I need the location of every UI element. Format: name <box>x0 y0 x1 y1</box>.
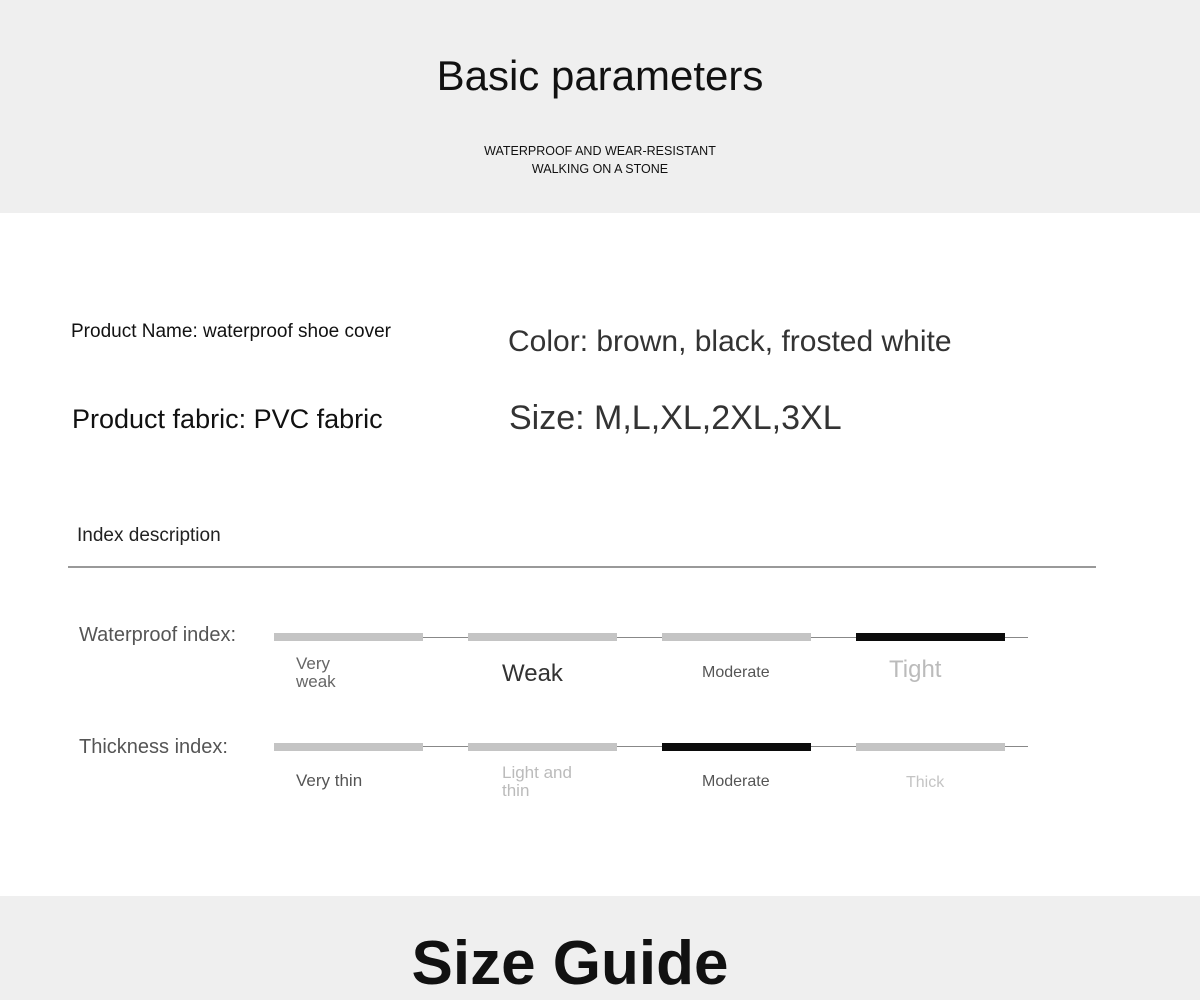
thickness-level-thick: Thick <box>906 774 945 791</box>
waterproof-level-moderate: Moderate <box>702 664 770 681</box>
spec-product-name: Product Name: waterproof shoe cover <box>71 321 391 342</box>
subtitle-line-2: WALKING ON A STONE <box>531 162 669 176</box>
waterproof-segment-3 <box>662 633 811 641</box>
page-subtitle <box>0 142 1200 178</box>
page-title: Basic parameters <box>436 52 764 99</box>
size-guide-title: Size Guide <box>411 929 729 998</box>
thickness-segment-4 <box>856 743 1005 751</box>
thickness-segment-3 <box>662 743 811 751</box>
thickness-level-very-thin: Very thin <box>296 771 363 790</box>
spec-product-fabric: Product fabric: PVC fabric <box>72 404 383 434</box>
waterproof-index-label: Waterproof index: <box>79 624 237 646</box>
subtitle-line-1: WATERPROOF AND WEAR-RESISTANT <box>484 144 716 158</box>
header-band <box>0 0 1200 213</box>
thickness-index-label: Thickness index: <box>79 736 228 758</box>
thickness-segment-2 <box>468 743 617 751</box>
waterproof-segment-1 <box>274 633 423 641</box>
thickness-level-light-and-thin: Light and thin <box>502 763 572 800</box>
waterproof-segment-2 <box>468 633 617 641</box>
thickness-level-moderate: Moderate <box>702 773 770 790</box>
waterproof-level-tight: Tight <box>889 656 942 683</box>
spec-size: Size: M,L,XL,2XL,3XL <box>509 399 842 437</box>
waterproof-level-very-weak: Very weak <box>296 654 336 691</box>
thickness-segment-1 <box>274 743 423 751</box>
waterproof-level-weak: Weak <box>502 660 563 687</box>
waterproof-segment-4 <box>856 633 1005 641</box>
spec-color: Color: brown, black, frosted white <box>508 325 952 358</box>
index-divider <box>68 566 1096 568</box>
index-description-heading: Index description <box>77 525 221 546</box>
